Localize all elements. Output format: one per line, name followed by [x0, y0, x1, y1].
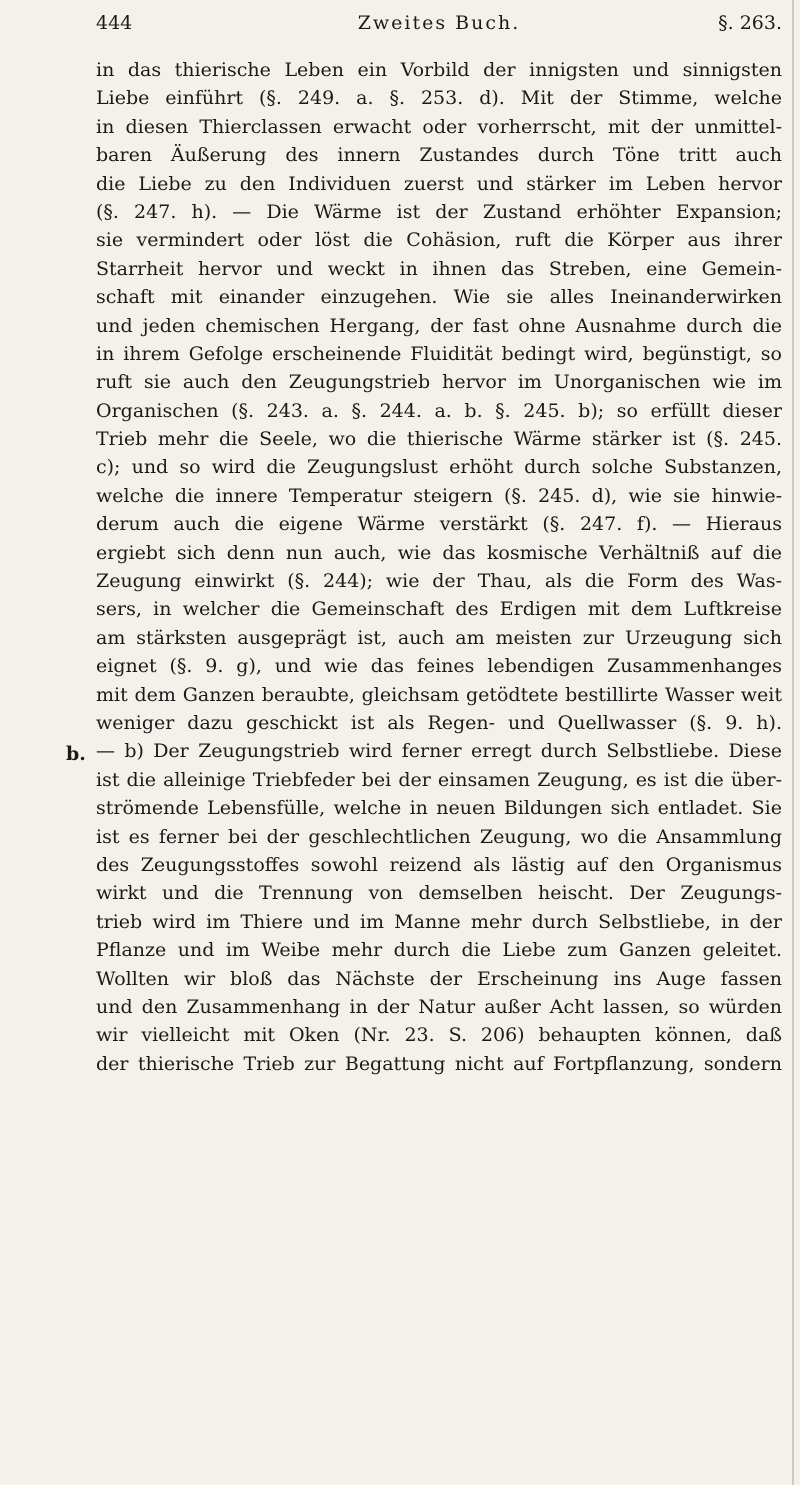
text-line: eignet (§. 9. g), und wie das feines lebendigen Zusammenhanges: [96, 655, 782, 678]
text-line: derum auch die eigene Wärme verstärkt (§. 247. f). — Hieraus: [96, 513, 782, 536]
text-line: und den Zusammenhang in der Natur außer Acht lassen, so würden: [96, 995, 782, 1018]
text-line: in das thierische Leben ein Vorbild der innigsten und sinnigsten: [96, 59, 782, 81]
text-line: baren Äußerung des innern Zustandes durch Töne tritt auch: [96, 144, 782, 167]
text-line: wirkt und die Trennung von demselben heischt. Der Zeugungs-: [96, 882, 782, 905]
running-title: Zweites Buch.: [357, 12, 521, 34]
text-line: Starrheit hervor und weckt in ihnen das Streben, eine Gemein-: [96, 257, 782, 280]
text-line: des Zeugungsstoffes sowohl reizend als lästig auf den Organismus: [96, 853, 782, 876]
text-line: (§. 247. h). — Die Wärme ist der Zustand erhöhter Expansion;: [96, 200, 782, 223]
text-line: Trieb mehr die Seele, wo die thierische Wärme stärker ist (§. 245.: [96, 428, 782, 451]
text-line: trieb wird im Thiere und im Manne mehr durch Selbstliebe, in der: [96, 910, 782, 933]
marginal-b-marker: b.: [66, 743, 86, 765]
text-line: und jeden chemischen Hergang, der fast ohne Ausnahme durch die: [96, 314, 782, 337]
text-line: Pflanze und im Weibe mehr durch die Liebe zum Ganzen geleitet.: [96, 939, 782, 962]
text-line: ist die alleinige Triebfeder bei der einsamen Zeugung, es ist die über-: [96, 768, 782, 791]
text-line: Zeugung einwirkt (§. 244); wie der Thau, als die Form des Was-: [96, 570, 782, 593]
text-line: Liebe einführt (§. 249. a. §. 253. d). Mit der Stimme, welche: [96, 87, 782, 110]
text-line: wir vielleicht mit Oken (Nr. 23. S. 206) behaupten können, daß: [96, 1024, 782, 1047]
page-number: 444: [96, 12, 133, 34]
text-line: in ihrem Gefolge erscheinende Fluidität bedingt wird, begünstigt, so: [96, 342, 782, 365]
text-line: Organischen (§. 243. a. §. 244. a. b. §. 245. b); so erfüllt dieser: [96, 399, 782, 422]
text-line: sie vermindert oder löst die Cohäsion, ruft die Körper aus ihrer: [96, 229, 782, 252]
text-line: strömende Lebensfülle, welche in neuen Bildungen sich entladet. Sie: [96, 797, 782, 820]
body-text: [96, 56, 782, 1078]
page-edge-divider: [792, 0, 794, 1485]
text-line: schaft mit einander einzugehen. Wie sie alles Ineinanderwirken: [96, 286, 782, 309]
text-line: ergiebt sich denn nun auch, wie das kosmische Verhältniß auf die: [96, 541, 782, 564]
section-number: §. 263.: [718, 12, 782, 34]
text-line: — b) Der Zeugungstrieb wird ferner erregt durch Selbstliebe. Diese: [96, 740, 782, 763]
text-line: der thierische Trieb zur Begattung nicht auf Fortpflanzung, sondern: [96, 1052, 782, 1075]
text-line: Wollten wir bloß das Nächste der Erscheinung ins Auge fassen: [96, 967, 782, 990]
text-line: ruft sie auch den Zeugungstrieb hervor im Unorganischen wie im: [96, 371, 782, 394]
text-line: ist es ferner bei der geschlechtlichen Zeugung, wo die Ansammlung: [96, 825, 782, 848]
text-line: sers, in welcher die Gemeinschaft des Erdigen mit dem Luftkreise: [96, 598, 782, 621]
text-line: welche die innere Temperatur steigern (§. 245. d), wie sie hinwie-: [96, 484, 782, 507]
text-line: in diesen Thierclassen erwacht oder vorherrscht, mit der unmittel-: [96, 115, 782, 138]
text-line: die Liebe zu den Individuen zuerst und stärker im Leben hervor: [96, 172, 782, 195]
text-line: weniger dazu geschickt ist als Regen- und Quellwasser (§. 9. h).: [96, 711, 782, 734]
text-line: c); und so wird die Zeugungslust erhöht durch solche Substanzen,: [96, 456, 782, 479]
page-header: [96, 4, 782, 44]
text-line: mit dem Ganzen beraubte, gleichsam getödtete bestillirte Wasser weit: [96, 683, 782, 706]
text-line: am stärksten ausgeprägt ist, auch am meisten zur Urzeugung sich: [96, 626, 782, 649]
